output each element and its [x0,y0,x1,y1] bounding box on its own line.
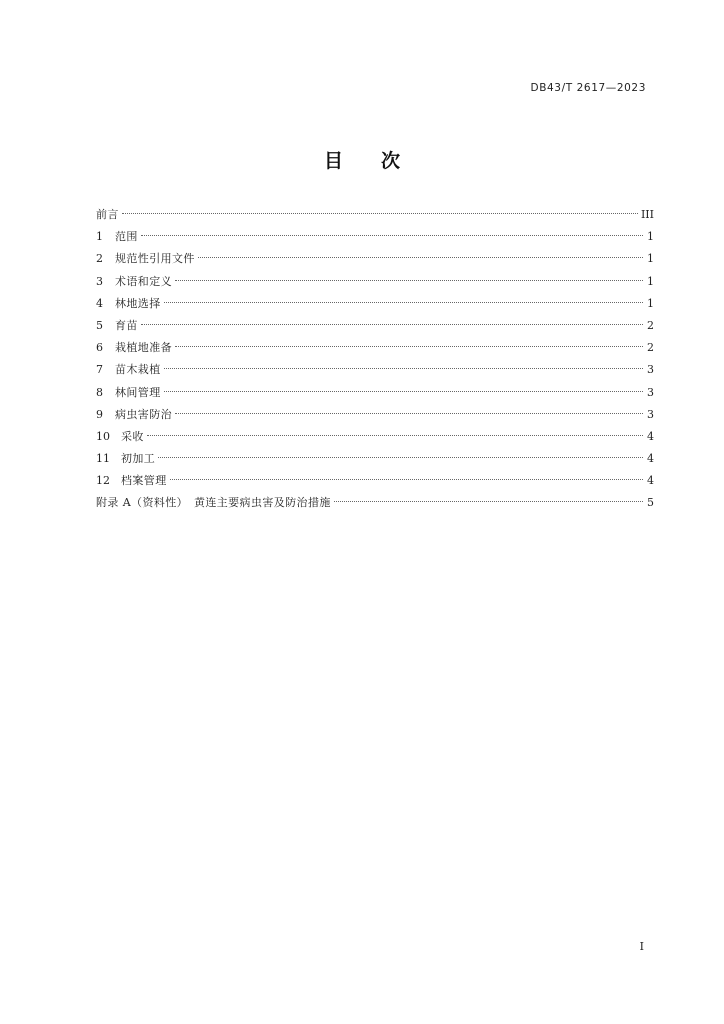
toc-entry[interactable] [96,404,654,426]
toc-entry-page: III [640,208,654,221]
toc-entry-title: 林间管理 [115,385,161,399]
toc-entry[interactable] [96,204,654,226]
toc-entry-title: 采收 [121,429,144,443]
toc-dot-leader [147,435,643,436]
toc-entry-page: 1 [647,274,654,288]
toc-entry-number: 1 [96,230,103,244]
toc-entry-title: 附录 A（资料性） 黄连主要病虫害及防治措施 [96,496,331,510]
toc-entry[interactable] [96,359,654,381]
toc-entry[interactable] [96,271,654,293]
table-of-contents [96,204,654,515]
toc-dot-leader [164,391,643,392]
toc-entry-page: 1 [647,230,654,244]
toc-entry-page: 3 [647,363,654,377]
toc-entry[interactable] [96,382,654,404]
toc-entry-page: 4 [647,452,654,466]
toc-entry-title: 苗木栽植 [115,363,161,377]
toc-entry[interactable] [96,315,654,337]
toc-entry[interactable] [96,448,654,470]
toc-entry-page: 2 [647,341,654,355]
toc-entry-title: 档案管理 [121,474,167,488]
toc-entry-title: 术语和定义 [115,274,172,288]
toc-entry-title: 育苗 [115,318,138,332]
toc-entry-number: 7 [96,363,103,377]
toc-entry[interactable] [96,337,654,359]
toc-entry-number: 10 [96,429,110,443]
toc-entry-page: 3 [647,385,654,399]
toc-entry-page: 1 [647,296,654,310]
toc-dot-leader [141,235,643,236]
toc-entry-number: 4 [96,296,103,310]
toc-entry-title: 病虫害防治 [115,407,172,421]
toc-entry-page: 4 [647,474,654,488]
toc-entry-number: 3 [96,274,103,288]
toc-entry-number: 5 [96,318,103,332]
toc-entry-number: 12 [96,474,110,488]
toc-dot-leader [164,368,643,369]
toc-dot-leader [175,413,643,414]
toc-dot-leader [175,346,643,347]
toc-entry-number: 11 [96,452,110,466]
page-number: I [639,940,644,953]
toc-dot-leader [198,257,643,258]
toc-entry[interactable] [96,492,654,514]
toc-entry[interactable] [96,226,654,248]
toc-dot-leader [170,479,643,480]
toc-entry[interactable] [96,248,654,270]
toc-entry-title: 栽植地准备 [115,341,172,355]
toc-dot-leader [175,280,643,281]
toc-entry-page: 4 [647,429,654,443]
toc-entry-page: 5 [647,496,654,510]
toc-entry-page: 3 [647,407,654,421]
toc-entry-page: 1 [647,252,654,266]
toc-entry-page: 2 [647,318,654,332]
toc-dot-leader [334,501,643,502]
toc-entry-title: 初加工 [121,452,156,466]
toc-dot-leader [141,324,643,325]
toc-entry-title: 范围 [115,230,138,244]
toc-entry[interactable] [96,426,654,448]
toc-entry[interactable] [96,293,654,315]
toc-entry-title: 前言 [96,208,119,221]
toc-entry-number: 8 [96,385,103,399]
toc-entry-title: 林地选择 [115,296,161,310]
toc-dot-leader [122,213,638,214]
toc-dot-leader [164,302,643,303]
toc-entry-number: 2 [96,252,103,266]
toc-entry[interactable] [96,470,654,492]
toc-dot-leader [158,457,643,458]
toc-entry-number: 6 [96,341,103,355]
toc-entry-title: 规范性引用文件 [115,252,195,266]
document-code: DB43/T 2617—2023 [530,82,646,94]
toc-entry-number: 9 [96,407,103,421]
page-title: 目次 [323,150,438,172]
